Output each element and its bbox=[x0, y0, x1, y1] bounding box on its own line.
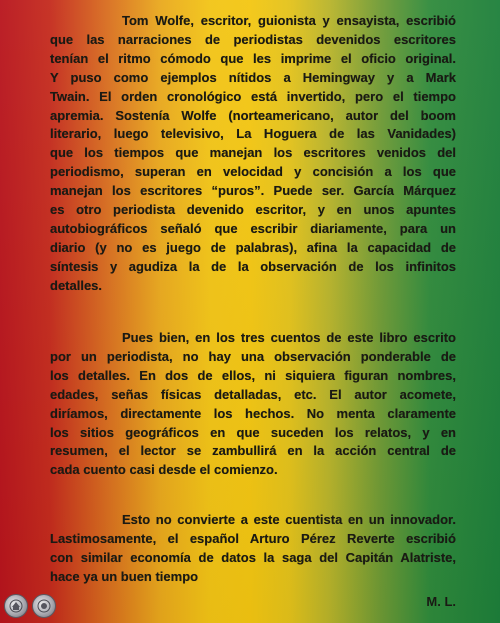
text-line: detalles. bbox=[50, 277, 103, 293]
text-line: que las narraciones de periodistas devenidos escritores bbox=[50, 31, 456, 47]
emblem-group bbox=[4, 594, 56, 618]
text-line: síntesis y agudiza la de la observación de los infinitos bbox=[50, 258, 456, 274]
text-line: edades, señas físicas detalladas, etc. El autor acomete, bbox=[50, 386, 456, 402]
text-line: por un periodista, no hay una observación ponderable de bbox=[50, 348, 456, 364]
text-line: es otro periodista devenido escritor, y en unos apuntes bbox=[50, 202, 456, 218]
text-line: autobiográficos señaló que escribir diariamente, para un bbox=[50, 220, 456, 236]
text-line: Lastimosamente, el español Arturo Pérez Reverte escribió bbox=[50, 530, 456, 546]
paragraph-1 bbox=[50, 12, 456, 296]
text-line: tenían el ritmo cómodo que les imprime el oficio original. bbox=[50, 50, 456, 66]
text-line: diario (y no es juego de palabras), afina la capacidad de bbox=[50, 239, 456, 255]
text-line: periodismo, superan en velocidad y concisión a los que bbox=[50, 164, 456, 180]
text-line: Esto no convierte a este cuentista en un innovador. bbox=[122, 512, 456, 527]
text-line: manejan los escritores “puros”. Puede ser. García Márquez bbox=[50, 183, 456, 199]
seal-emblem-icon bbox=[4, 594, 28, 618]
author-signature: M. L. bbox=[426, 594, 456, 609]
text-line: cada cuento casi desde el comienzo. bbox=[50, 462, 278, 478]
text-line: hace ya un buen tiempo bbox=[50, 568, 199, 584]
text-line: Y puso como ejemplos nítidos a Hemingway y a Mark bbox=[50, 69, 456, 85]
text-line: con similar economía de datos la saga del Capitán Alatriste, bbox=[50, 549, 456, 565]
text-line: que los tiempos que manejan los escritores venidos del bbox=[50, 145, 456, 161]
text-line: resumen, el lector se zambullirá en la acción central de bbox=[50, 443, 456, 459]
paragraph-2 bbox=[50, 329, 456, 480]
text-line: Pues bien, en los tres cuentos de este libro escrito bbox=[122, 330, 456, 345]
text-line: Twain. El orden cronológico está invertido, pero el tiempo bbox=[50, 88, 456, 104]
paragraph-3 bbox=[50, 511, 456, 587]
text-line: literario, luego televisivo, La Hoguera de las Vanidades) bbox=[50, 126, 456, 142]
text-line: los detalles. En dos de ellos, ni siquiera figuran nombres, bbox=[50, 367, 456, 383]
text-line: Tom Wolfe, escritor, guionista y ensayista, escribió bbox=[122, 13, 456, 28]
text-line: apremia. Sostenía Wolfe (norteamericano, autor del boom bbox=[50, 107, 456, 123]
text-line: los sitios geográficos en que suceden los relatos, y en bbox=[50, 424, 456, 440]
text-line: diríamos, directamente los hechos. No menta claramente bbox=[50, 405, 456, 421]
seal-emblem-icon bbox=[32, 594, 56, 618]
